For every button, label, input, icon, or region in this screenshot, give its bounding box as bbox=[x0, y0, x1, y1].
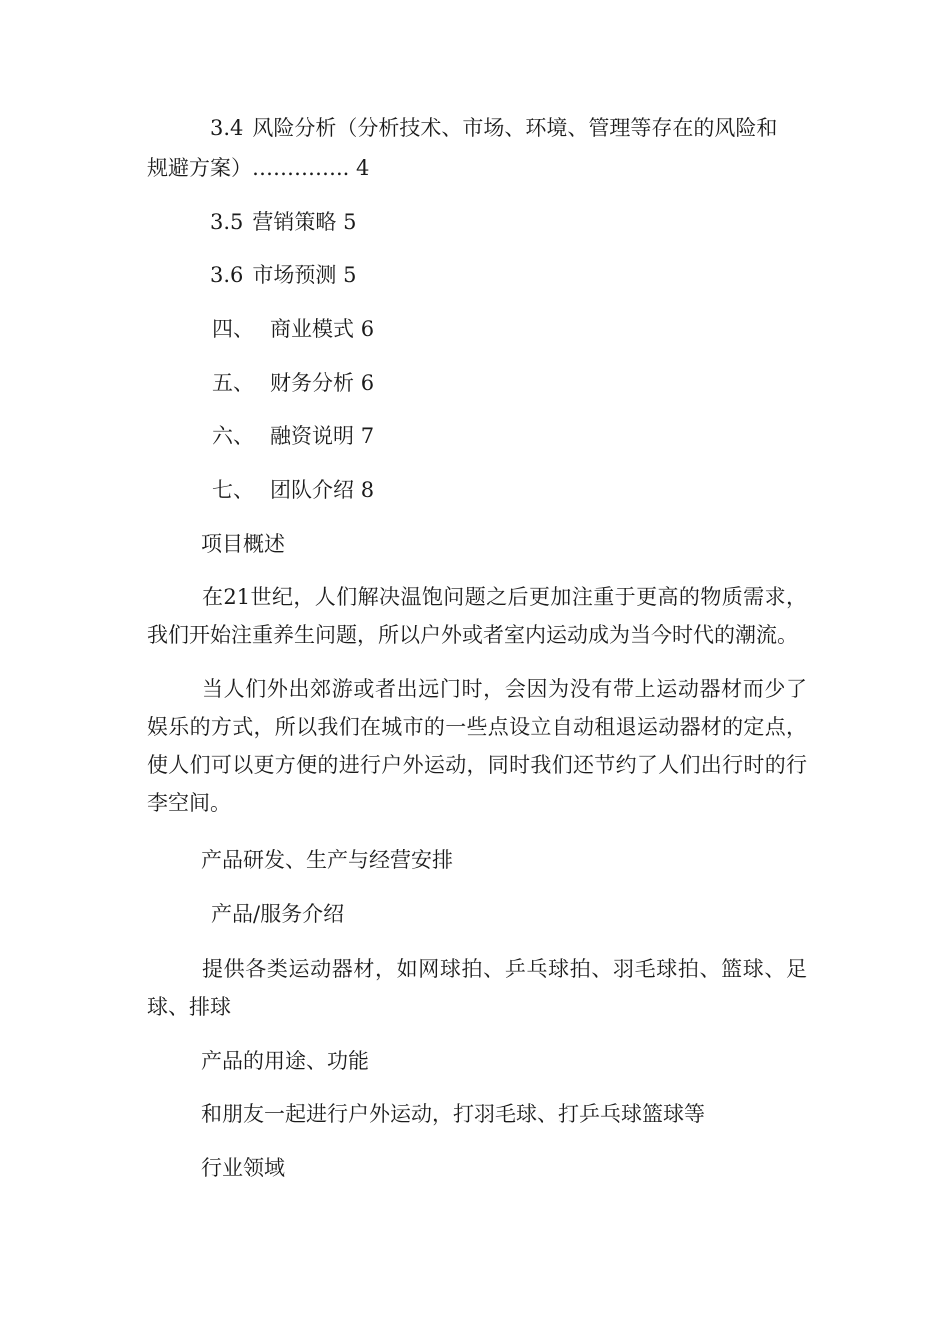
toc-item-3-6-number: 3.6 bbox=[210, 263, 244, 287]
toc-item-7-page: 8 bbox=[360, 478, 375, 502]
paragraph-usage: 和朋友一起进行户外运动，打羽毛球、打乒乓球篮球等 bbox=[201, 1102, 705, 1126]
paragraph-product: 提供各类运动器材，如网球拍、乒乓球拍、羽毛球拍、篮球、足球、排球 bbox=[147, 957, 807, 1019]
toc-item-7 bbox=[212, 480, 374, 501]
paragraph-overview-1: 在21世纪，人们解决温饱问题之后更加注重于更高的物质需求，我们开始注重养生问题，所以户外或者室内运动成为当今时代的潮流。 bbox=[147, 585, 807, 647]
toc-item-6-title: 融资说明 bbox=[270, 424, 354, 448]
toc-item-3-4 bbox=[210, 118, 777, 139]
toc-item-3-4-number: 3.4 bbox=[210, 116, 244, 140]
toc-item-5-title: 财务分析 bbox=[270, 371, 354, 395]
toc-item-3-4-continued bbox=[147, 158, 369, 179]
heading-overview: 项目概述 bbox=[201, 532, 285, 556]
toc-item-3-6-page: 5 bbox=[343, 263, 357, 287]
toc-item-6 bbox=[212, 426, 374, 447]
toc-item-5 bbox=[212, 373, 374, 394]
heading-product-service: 产品/服务介绍 bbox=[211, 902, 345, 926]
toc-item-7-title: 团队介绍 bbox=[270, 478, 354, 502]
toc-item-3-4-title: 风险分析（分析技术、市场、环境、管理等存在的风险和 bbox=[252, 116, 778, 140]
heading-industry: 行业领域 bbox=[201, 1156, 285, 1180]
toc-item-3-5-page: 5 bbox=[343, 210, 357, 234]
paragraph-overview-2: 当人们外出郊游或者出远门时，会因为没有带上运动器材而少了娱乐的方式，所以我们在城市的一些点设立自动租退运动器材的定点，使人们可以更方便的进行户外运动，同时我们还节约了人们出行时的行李空间。 bbox=[147, 677, 807, 815]
toc-item-3-5-title: 营销策略 bbox=[252, 210, 337, 234]
toc-item-4-page: 6 bbox=[360, 317, 375, 341]
toc-item-4-title: 商业模式 bbox=[270, 317, 354, 341]
toc-item-6-page: 7 bbox=[360, 424, 375, 448]
toc-item-3-5 bbox=[210, 212, 356, 233]
toc-item-4-number: 四、 bbox=[212, 317, 254, 341]
toc-item-6-number: 六、 bbox=[212, 424, 254, 448]
toc-item-3-4-title-cont: 规避方案）………….. bbox=[147, 156, 350, 180]
toc-item-5-page: 6 bbox=[360, 371, 375, 395]
toc-item-5-number: 五、 bbox=[212, 371, 254, 395]
toc-item-3-5-number: 3.5 bbox=[210, 210, 244, 234]
toc-item-3-6-title: 市场预测 bbox=[252, 263, 337, 287]
heading-rd-production: 产品研发、生产与经营安排 bbox=[201, 848, 453, 872]
toc-item-7-number: 七、 bbox=[212, 478, 254, 502]
toc-item-4 bbox=[212, 319, 374, 340]
toc-item-3-4-page: 4 bbox=[356, 156, 370, 180]
toc-item-3-6 bbox=[210, 265, 356, 286]
heading-product-usage: 产品的用途、功能 bbox=[201, 1049, 369, 1073]
